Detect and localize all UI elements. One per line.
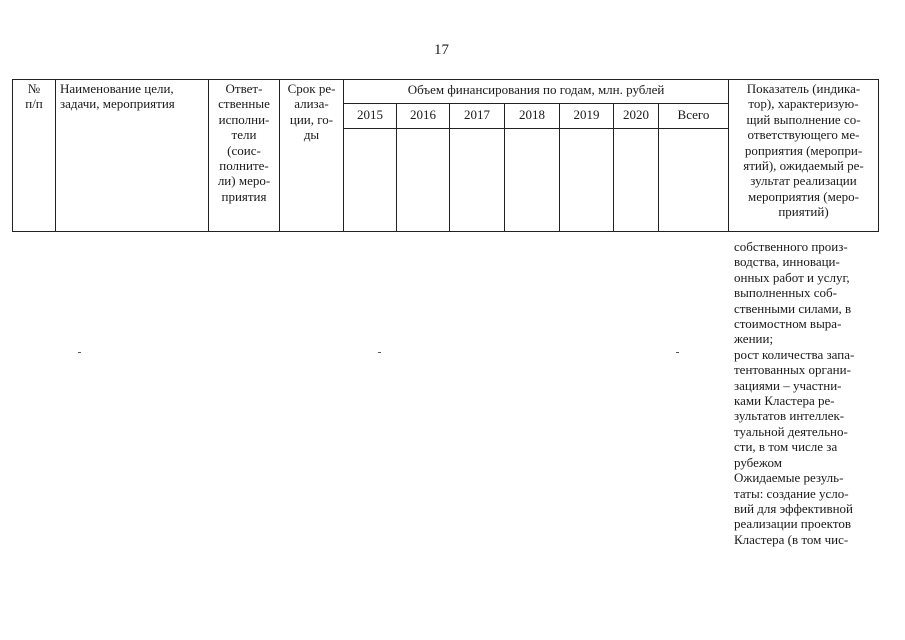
header-name: Наименование цели, задачи, мероприятия [56, 80, 209, 232]
header-responsible: Ответ- ственные исполни- тели (соис- полните- ли) меро- приятия [209, 80, 280, 232]
program-table [12, 79, 879, 232]
header-term: Срок ре- ализа- ции, го- ды [280, 80, 344, 232]
indicator-continuation-text: собственного произ- водства, инноваци- онных работ и услуг, выполненных соб- ственными силами, в стоимостном выра- жении; рост количества запа- тентованных органи- зациями – участни- ками Кластера ре- зультатов интеллек- туальной деятельно- сти, в том числе за рубежом Ожидаемые резуль- таты: создание усло- вий для эффективной реализации проектов Кластера (в том чис- [734, 239, 855, 547]
year-2019: 2019 [560, 104, 614, 129]
year-2015: 2015 [344, 104, 397, 129]
scan-speck [676, 352, 679, 353]
scan-speck [78, 352, 81, 353]
header-num: № п/п [13, 80, 56, 232]
scan-speck [378, 352, 381, 353]
page-number: 17 [434, 42, 449, 58]
year-total: Всего [659, 104, 729, 129]
year-2016: 2016 [397, 104, 450, 129]
year-2017: 2017 [450, 104, 505, 129]
year-2018: 2018 [505, 104, 560, 129]
year-2020: 2020 [614, 104, 659, 129]
header-indicator: Показатель (индика- тор), характеризую- щий выполнение со- ответствующего ме- роприятия (меропри- ятий), ожидаемый ре- зультат реализации мероприятия (меро- приятий) [729, 80, 879, 232]
header-funding: Объем финансирования по годам, млн. рублей [344, 80, 729, 104]
header-row-1 [13, 80, 879, 104]
